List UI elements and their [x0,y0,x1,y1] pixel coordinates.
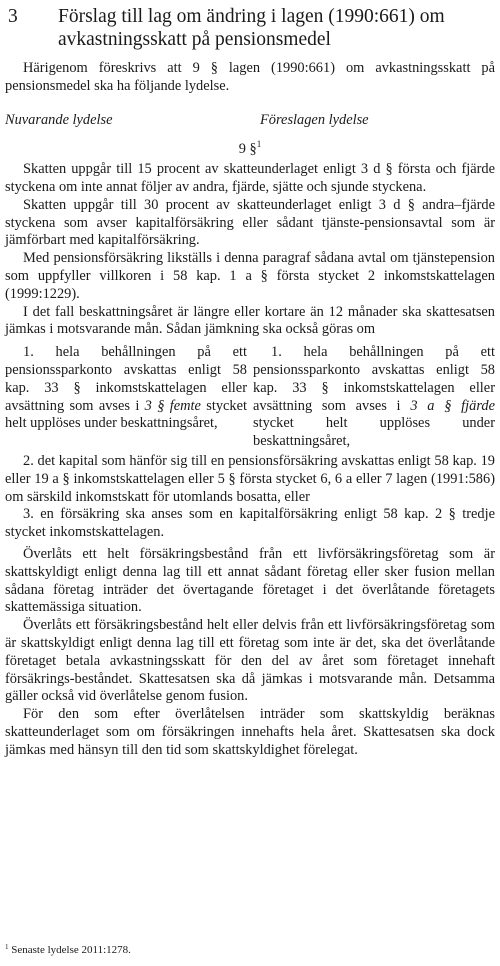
paragraph-full-transfer: Överlåts ett helt försäkringsbestånd från ett livförsäkringsföretag som är skattskyldigt enligt denna lag till ett annat sådant företag eller sker fusion mellan sådana företag inträder det övertagande företaget i det överlåtande företagets skattemässiga situation. [5,545,495,616]
document-page [5,5,495,759]
proposed-reference: 3 a § fjärde [410,397,495,414]
current-reference: 3 § femte [144,397,201,414]
column-headings [5,112,495,130]
list-item-3: 3. en försäkring ska anses som en kapitalförsäkring enligt 58 kap. 2 § tredje stycket inkomstskattelagen. [5,506,495,541]
footnote [5,944,131,957]
section-number: 9 § [238,141,257,158]
paragraph-acquirer: För den som efter överlåtelsen inträder som skattskyldig beräknas skatteunderlaget som om försäkringen innehafts hela året. Skattesatsen ska dock jämkas med hänsyn till den tid som skattskyldighet förelegat. [5,706,495,758]
proposed-wording-item-1: 1. hela behållningen på ett pensionssparkonto avskattas enligt 58 kap. 33 § inkomstskattelagen eller avsättning som avses i 3 a § fjärde stycket helt upplöses under beskattningsåret, [253,344,495,450]
proposed-wording-heading: Föreslagen lydelse [260,111,369,128]
comparison-columns [5,344,495,451]
paragraph-tax-15-percent: Skatten uppgår till 15 procent av skatteunderlaget enligt 3 d § första och fjärde styckena om inte annat följer av andra, fjärde, sjätte och sjunde styckena. [5,161,495,195]
current-wording-item-1: 1. hela behållningen på ett pensionssparkonto avskattas enligt 58 kap. 33 § inkomstskattelagen eller avsättning som avses i 3 § femte stycket helt upplöses under beskattningsåret, [5,344,247,432]
paragraph-partial-transfer: Överlåts ett försäkringsbestånd helt eller delvis från ett livförsäkringsföretag som är skattskyldigt enligt denna lag till ett företag som inte är det, ska det överlåtande företaget betala avkastningsskatt för den del av året som företaget innehaft försäkrings-beståndet. Skattesatsen ska då jämkas i motsvarande mån. Detsamma gäller också vid överlåtelse genom fusion. [5,617,495,705]
heading-line-1: Förslag till lag om ändring i lagen (1990:661) om [58,6,445,27]
section-label [5,141,495,159]
paragraph-pension-insurance: Med pensionsförsäkring likställs i denna paragraf sådana avtal om tjänstepension som uppfyller villkoren i 58 kap. 1 a § första stycket 2 inkomstskattelagen (1999:1229). [5,250,495,302]
law-proposal-heading [5,5,495,51]
heading-line-2: avkastningsskatt på pensionsmedel [58,29,331,50]
paragraph-tax-30-percent: Skatten uppgår till 30 procent av skatteunderlaget enligt 3 d § andra–fjärde styckena som avser kapitalförsäkring eller sådant tjänste-pensionsavtal som är jämförbart med kapitalförsäkring. [5,196,495,249]
footnote-reference: 1 [256,139,262,150]
list-item-2: 2. det kapital som hänför sig till en pensionsförsäkring avskattas enligt 58 kap. 19 eller 19 a § inkomstskattelagen eller 5 § första stycket 6, 6 a eller 7 lagen (1991:586) om särskild inkomstskatt för utomlands bosatta, eller [5,452,495,505]
footnote-mark: 1 [5,943,9,951]
heading-number: 3 [8,6,18,27]
paragraph-tax-year-adjustment: I det fall beskattningsåret är längre eller kortare än 12 månader ska skattesatsen jämkas i motsvarande mån. Sådan jämkning ska också göras om [5,303,495,338]
footnote-text: Senaste lydelse 2011:1278. [11,944,131,956]
current-wording-heading: Nuvarande lydelse [5,111,113,128]
intro-paragraph: Härigenom föreskrivs att 9 § lagen (1990:661) om avkastningsskatt på pensionsmedel ska ha följande lydelse. [5,60,495,94]
